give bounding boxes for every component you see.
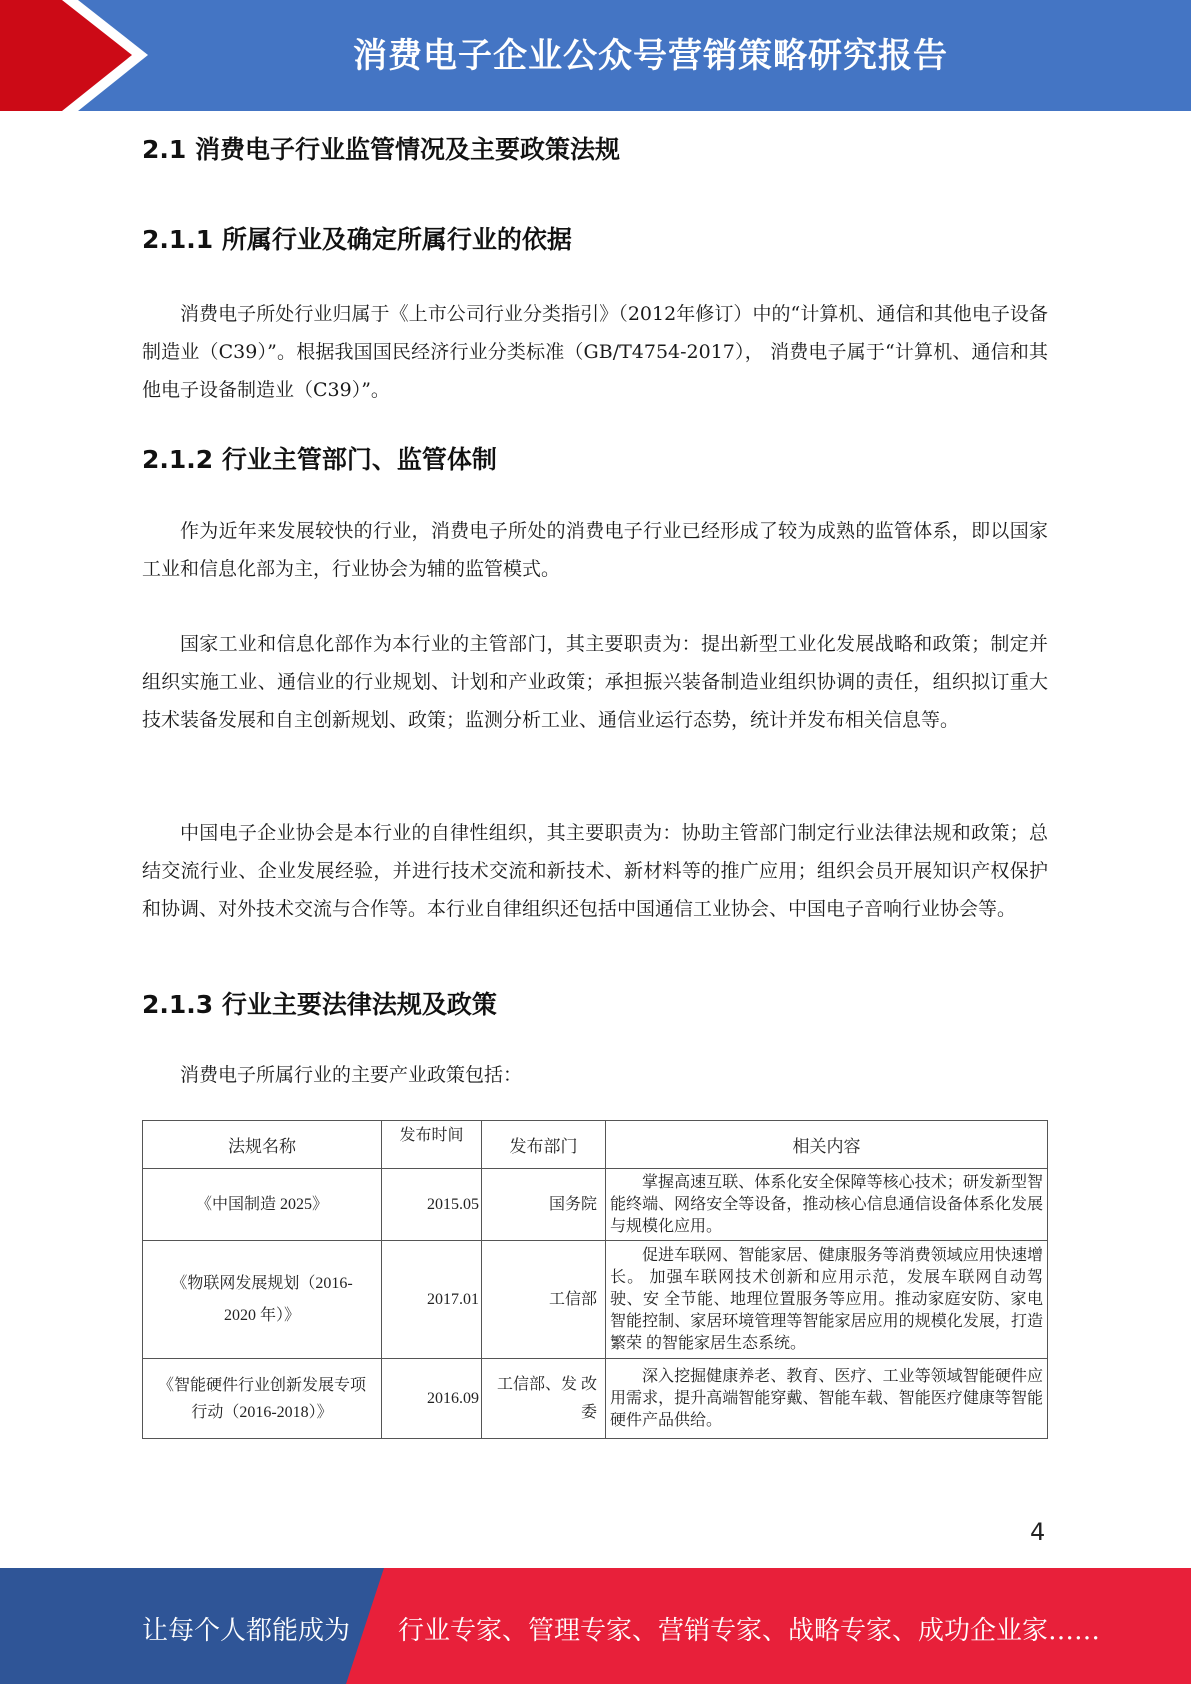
- table-row: [143, 1169, 1048, 1241]
- footer-slogan-right: 行业专家、管理专家、营销专家、战略专家、成功企业家……: [398, 1616, 1101, 1646]
- policy-table-wrapper: [142, 1120, 1050, 1429]
- table-cell-dept: 国务院: [482, 1169, 606, 1241]
- content-text: 深入挖掘健康养老、教育、医疗、工业等领域智能硬件应用需求，提升高端智能穿戴、智能车载、智能医疗健康等智能 硬件产品供给。: [610, 1367, 1043, 1429]
- footer-slogan-left: 让每个人都能成为: [142, 1616, 351, 1646]
- table-cell-name: 《中国制造 2025》: [143, 1169, 382, 1241]
- table-cell-dept: 工信部、发 改委: [482, 1359, 606, 1439]
- table-cell-content: [606, 1169, 1048, 1241]
- table-header-date: 发布时间: [382, 1121, 482, 1169]
- table-row: [143, 1241, 1048, 1359]
- policy-table: [142, 1120, 1048, 1439]
- table-cell-date: 2017.01: [382, 1241, 482, 1359]
- paragraph: 国家工业和信息化部作为本行业的主管部门，其主要职责为：提出新型工业化发展战略和政策；制定并组织实施工业、通信业的行业规划、计划和产业政策；承担振兴装备制造业组织协调的责任，组织拟订重大技术装备发展和自主创新规划、政策；监测分析工业、通信业运行态势，统计并发布相关信息等。: [142, 633, 1048, 731]
- subsection-title-2: 2.1.2 行业主管部门、监管体制: [142, 445, 497, 474]
- table-cell-content: [606, 1359, 1048, 1439]
- table-cell-date: 2016.09: [382, 1359, 482, 1439]
- table-cell-date: 2015.05: [382, 1169, 482, 1241]
- content-text: 促进车联网、智能家居、健康服务等消费领域应用快速增长。 加强车联网技术创新和应用示范，发展车联网自动驾驶、安 全节能、地理位置服务等应用。推动家庭安防、家电智能控制、家居环境管理等智能家居应用的规模化发展，打造繁荣 的智能家居生态系统。: [610, 1246, 1043, 1352]
- table-header-name: 法规名称: [143, 1121, 382, 1169]
- table-row: [143, 1359, 1048, 1439]
- table-cell-name: 《物联网发展规划（2016-2020 年）》: [143, 1241, 382, 1359]
- table-cell-content: [606, 1241, 1048, 1359]
- paragraph: 作为近年来发展较快的行业，消费电子所处的消费电子行业已经形成了较为成熟的监管体系，即以国家工业和信息化部为主，行业协会为辅的监管模式。: [142, 520, 1048, 580]
- header-title: 消费电子企业公众号营销策略研究报告: [353, 36, 948, 76]
- paragraph: 中国电子企业协会是本行业的自律性组织，其主要职责为：协助主管部门制定行业法律法规和政策；总结交流行业、企业发展经验，并进行技术交流和新技术、新材料等的推广应用；组织会员开展知识产权保护和协调、对外技术交流与合作等。本行业自律组织还包括中国通信工业协会、中国电子音响行业协会等。: [142, 822, 1048, 920]
- table-cell-dept: 工信部: [482, 1241, 606, 1359]
- section-title: 2.1 消费电子行业监管情况及主要政策法规: [142, 135, 620, 164]
- table-header-content: 相关内容: [606, 1121, 1048, 1169]
- page-header: [0, 0, 1191, 111]
- subsection-title-1: 2.1.1 所属行业及确定所属行业的依据: [142, 225, 572, 254]
- subsection-title-3: 2.1.3 行业主要法律法规及政策: [142, 990, 497, 1019]
- header-arrow-decoration: [0, 0, 160, 111]
- content-text: 掌握高速互联、体系化安全保障等核心技术；研发新型智能终端、网络安全等设备，推动核心信息通信设备体系化发展 与规模化应用。: [610, 1173, 1043, 1235]
- paragraph: 消费电子所处行业归属于《上市公司行业分类指引》（2012年修订）中的“计算机、通信和其他电子设备制造业（C39）”。根据我国国民经济行业分类标准（GB/T4754-2017）， 消费电子属于“计算机、通信和其他电子设备制造业（C39）”。: [142, 303, 1048, 401]
- table-header-dept: 发布部门: [482, 1121, 606, 1169]
- page-number: 4: [1030, 1518, 1046, 1546]
- page-footer: [0, 1568, 1191, 1684]
- table-header-row: [143, 1121, 1048, 1169]
- paragraph: 消费电子所属行业的主要产业政策包括：: [180, 1064, 523, 1086]
- table-cell-name: 《智能硬件行业创新发展专项行动（2016-2018）》: [143, 1359, 382, 1439]
